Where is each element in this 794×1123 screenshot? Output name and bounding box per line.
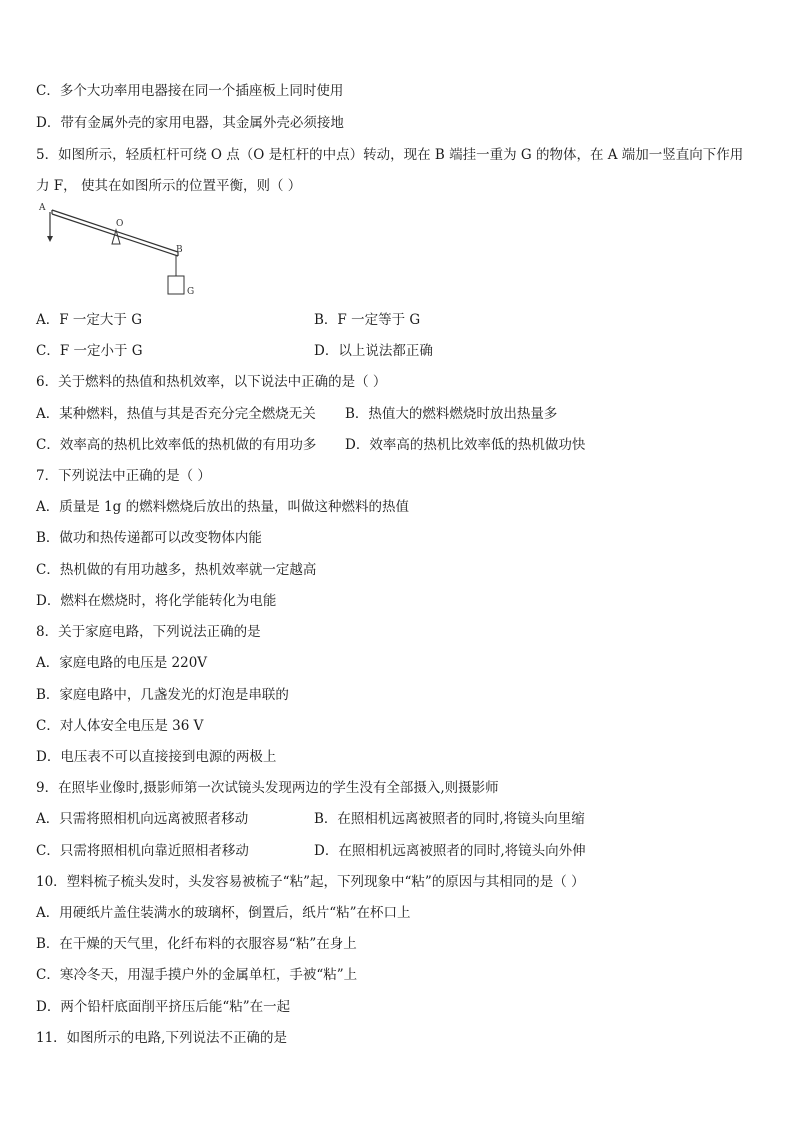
q5-option-a: A．F 一定大于 G [36, 312, 142, 328]
q7-option-d: D．燃料在燃烧时，将化学能转化为电能 [36, 593, 277, 609]
q5-stem-line2: 力 F， 使其在如图所示的位置平衡，则（ ） [36, 178, 302, 194]
lever-figure [36, 200, 216, 304]
label-a: A [39, 203, 46, 213]
q6-stem: 6．关于燃料的热值和热机效率，以下说法中正确的是（ ） [36, 374, 387, 390]
q6-option-b: B．热值大的燃料燃烧时放出热量多 [345, 406, 558, 422]
q7-option-a: A．质量是 1g 的燃料燃烧后放出的热量，叫做这种燃料的热值 [36, 499, 410, 515]
q9-option-b: B．在照相机远离被照者的同时,将镜头向里缩 [314, 811, 585, 827]
q7-option-b: B．做功和热传递都可以改变物体内能 [36, 530, 262, 546]
q5-option-b: B．F 一定等于 G [314, 312, 421, 328]
q10-option-b: B．在干燥的天气里，化纤布料的衣服容易“粘”在身上 [36, 936, 357, 952]
q9-stem: 9．在照毕业像时,摄影师第一次试镜头发现两边的学生没有全部摄入,则摄影师 [36, 780, 499, 796]
q8-option-d: D．电压表不可以直接接到电源的两极上 [36, 749, 277, 765]
q8-option-a: A．家庭电路的电压是 220V [36, 655, 208, 671]
q6-option-c: C．效率高的热机比效率低的热机做的有用功多 [36, 437, 317, 453]
q7-option-c: C．热机做的有用功越多，热机效率就一定越高 [36, 562, 317, 578]
label-o: O [116, 219, 124, 229]
q5-stem-line1: 5．如图所示，轻质杠杆可绕 O 点（O 是杠杆的中点）转动，现在 B 端挂一重为 G 的物体，在 A 端加一竖直向下作用 [36, 147, 744, 163]
prev-option-c: C．多个大功率用电器接在同一个插座板上同时使用 [36, 83, 344, 99]
lever-bar-top [52, 210, 178, 252]
q10-option-a: A．用硬纸片盖住装满水的玻璃杯，倒置后，纸片“粘”在杯口上 [36, 905, 411, 921]
weight-block [168, 276, 184, 294]
q10-option-d: D．两个铅杆底面削平挤压后能“粘”在一起 [36, 999, 291, 1015]
q11-stem: 11．如图所示的电路,下列说法不正确的是 [36, 1030, 287, 1046]
q9-option-c: C．只需将照相机向靠近照相者移动 [36, 843, 249, 859]
q9-option-a: A．只需将照相机向远离被照者移动 [36, 811, 249, 827]
q10-option-c: C．寒冷冬天，用湿手摸户外的金属单杠，手被“粘”上 [36, 967, 358, 983]
q5-option-c: C．F 一定小于 G [36, 343, 143, 359]
prev-option-d: D．带有金属外壳的家用电器，其金属外壳必须接地 [36, 115, 344, 131]
q8-option-c: C．对人体安全电压是 36 V [36, 718, 204, 734]
q6-option-d: D．效率高的热机比效率低的热机做功快 [345, 437, 586, 453]
force-arrow-head [47, 236, 53, 242]
q10-stem: 10．塑料梳子梳头发时，头发容易被梳子“粘”起，下列现象中“粘”的原因与其相同的是（ ） [36, 874, 585, 890]
label-g: G [187, 287, 195, 297]
q6-option-a: A．某种燃料，热值与其是否充分完全燃烧无关 [36, 406, 316, 422]
label-b: B [176, 245, 183, 255]
q8-option-b: B．家庭电路中，几盏发光的灯泡是串联的 [36, 687, 289, 703]
lever-diagram [36, 200, 216, 300]
q9-option-d: D．在照相机远离被照者的同时,将镜头向外伸 [314, 843, 586, 859]
q8-stem: 8．关于家庭电路，下列说法正确的是 [36, 624, 261, 640]
q5-option-d: D．以上说法都正确 [314, 343, 433, 359]
q7-stem: 7．下列说法中正确的是（ ） [36, 468, 211, 484]
